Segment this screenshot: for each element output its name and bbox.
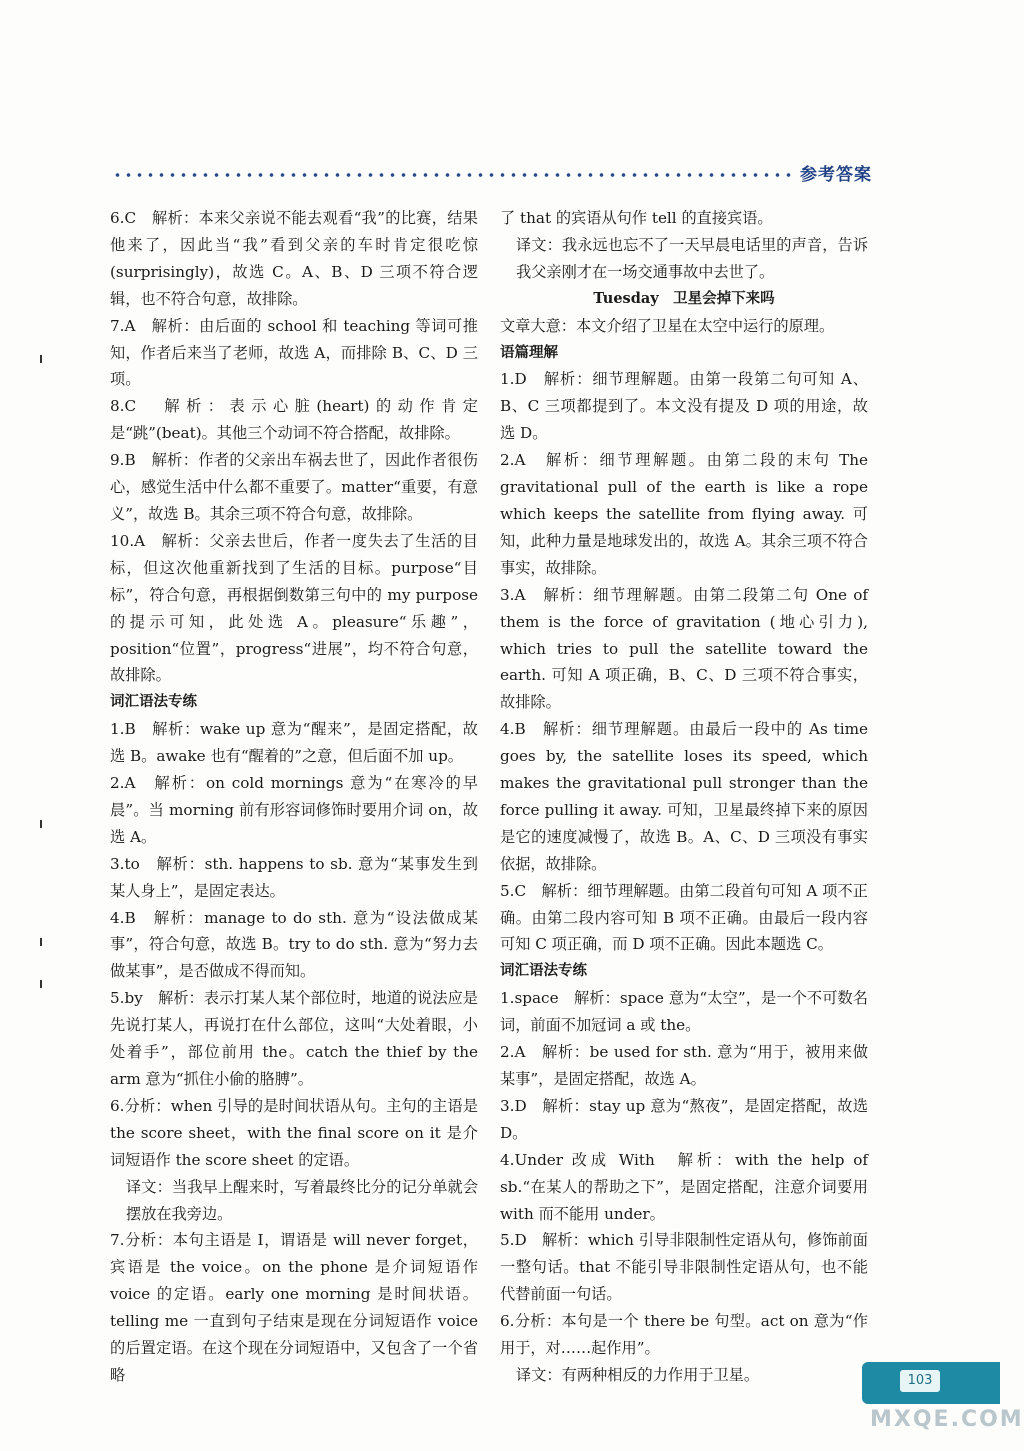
passage-title: Tuesday 卫星会掉下来吗: [593, 289, 775, 307]
answer-item: 3.A 解析：细节理解题。由第二段第二句 One of them is the force of gravitation (地心引力), which tries to pull the satellite toward the earth. 可知 A 项正确，B、C、D 三项不符合事实，故排除。: [500, 585, 868, 712]
left-column: [110, 205, 478, 1389]
answer-item: 6.C 解析：本来父亲说不能去观看“我”的比赛，结果他来了，因此当“我”看到父亲的车时肯定很吃惊(surprisingly)，故选 C。A、B、D 三项不符合逻辑，也不符合句意，故排除。: [110, 209, 478, 308]
section-heading: 语篇理解: [500, 344, 558, 361]
translation-text: 译文：我永远也忘不了一天早晨电话里的声音，告诉我父亲刚才在一场交通事故中去世了。: [516, 235, 868, 281]
page-number: 103: [900, 1370, 940, 1392]
section-heading: 词汇语法专练: [110, 694, 197, 711]
margin-mark: [40, 820, 42, 828]
translation-text: 译文：有两种相反的力作用于卫星。: [516, 1365, 759, 1384]
section-heading: 词汇语法专练: [500, 963, 587, 980]
text-line: 了 that 的宾语从句作 tell 的直接宾语。: [500, 209, 773, 227]
answer-item: 7.分析：本句主语是 I，谓语是 will never forget，宾语是 the voice。on the phone 是介词短语作 voice 的定语。early one morning 是时间状语。telling me 一直到句子结束是现在分词短语作 voice 的后置定语。在这个现在分词短语中，又包含了一个省略: [110, 1231, 478, 1384]
answer-item: 7.A 解析：由后面的 school 和 teaching 等词可推知，作者后来当了老师，故选 A，而排除 B、C、D 三项。: [110, 316, 478, 389]
page-header: [112, 160, 872, 190]
section-title: 参考答案: [800, 165, 872, 185]
answer-item: 4.B 解析：manage to do sth. 意为“设法做成某事”，符合句意，故选 B。try to do sth. 意为“努力去做某事”，是否做成不得而知。: [110, 908, 478, 981]
margin-mark: [40, 980, 42, 988]
answer-item: 5.by 解析：表示打某人某个部位时，地道的说法应是先说打某人，再说打在什么部位，这叫“大处着眼，小处着手”，部位前用 the。catch the thief by the arm 意为“抓住小偷的胳膊”。: [110, 989, 478, 1088]
answer-item: 1.B 解析：wake up 意为“醒来”，是固定搭配，故选 B。awake 也有“醒着的”之意，但后面不加 up。: [110, 720, 478, 766]
margin-mark: [40, 938, 42, 946]
answer-item: 3.D 解析：stay up 意为“熬夜”，是固定搭配，故选 D。: [500, 1096, 868, 1142]
answer-item: 4.B 解析：细节理解题。由最后一段中的 As time goes by, the satellite loses its speed, which makes the gravitational pull stronger than the force pulling it away. 可知，卫星最终掉下来的原因是它的速度减慢了，故选 B。A、C、D 三项没有事实依据，故排除。: [500, 720, 868, 873]
dotted-rule: [112, 172, 792, 178]
answer-item: 8.C 解析：表示心脏(heart)的动作肯定是“跳”(beat)。其他三个动词不符合搭配，故排除。: [110, 397, 478, 443]
answer-item: 3.to 解析：sth. happens to sb. 意为“某事发生到某人身上”，是固定表达。: [110, 854, 478, 900]
answer-item: 5.D 解析：which 引导非限制性定语从句，修饰前面一整句话。that 不能引导非限制性定语从句，也不能代替前面一句话。: [500, 1231, 868, 1304]
watermark: MXQE.COM: [870, 1407, 1024, 1432]
margin-mark: [40, 355, 42, 363]
answer-item: 4.Under 改成 With 解析：with the help of sb.“在某人的帮助之下”，是固定搭配，注意介词要用 with 而不能用 under。: [500, 1150, 868, 1223]
text-line: 文章大意：本文介绍了卫星在太空中运行的原理。: [500, 316, 835, 335]
answer-item: 1.space 解析：space 意为“太空”，是一个不可数名词，前面不加冠词 a 或 the。: [500, 989, 868, 1035]
answer-item: 1.D 解析：细节理解题。由第一段第二句可知 A、B、C 三项都提到了。本文没有提及 D 项的用途，故选 D。: [500, 370, 868, 443]
answer-item: 2.A 解析：be used for sth. 意为“用于，被用来做某事”，是固定搭配，故选 A。: [500, 1043, 868, 1088]
right-column: [500, 205, 868, 1389]
answer-item: 6.分析：本句是一个 there be 句型。act on 意为“作用于，对……起作用”。: [500, 1312, 868, 1358]
answer-item: 2.A 解析：on cold mornings 意为“在寒冷的早晨”。当 morning 前有形容词修饰时要用介词 on，故选 A。: [110, 774, 478, 846]
answer-item: 9.B 解析：作者的父亲出车祸去世了，因此作者很伤心，感觉生活中什么都不重要了。matter“重要，有意义”，故选 B。其余三项不符合句意，故排除。: [110, 451, 478, 523]
answer-item: 10.A 解析：父亲去世后，作者一度失去了生活的目标，但这次他重新找到了生活的目标。purpose“目标”，符合句意，再根据倒数第三句中的 my purpose 的提示可知，此处选 A。pleasure“乐趣”，position“位置”，progress“进展”，均不符合句意，故排除。: [110, 531, 478, 685]
answer-item: 2.A 解析：细节理解题。由第二段的末句 The gravitational pull of the earth is like a rope which keeps the satellite from flying away. 可知，此种力量是地球发出的，故选 A。其余三项不符合事实，故排除。: [500, 451, 868, 577]
answer-item: 5.C 解析：细节理解题。由第二段首句可知 A 项不正确。由第二段内容可知 B 项不正确。由最后一段内容可知 C 项正确，而 D 项不正确。因此本题选 C。: [500, 881, 868, 954]
answer-item: 6.分析：when 引导的是时间状语从句。主句的主语是 the score sheet，with the final score on it 是介词短语作 the score sheet 的定语。: [110, 1096, 478, 1169]
translation-text: 译文：当我早上醒来时，写着最终比分的记分单就会摆放在我旁边。: [126, 1177, 478, 1223]
